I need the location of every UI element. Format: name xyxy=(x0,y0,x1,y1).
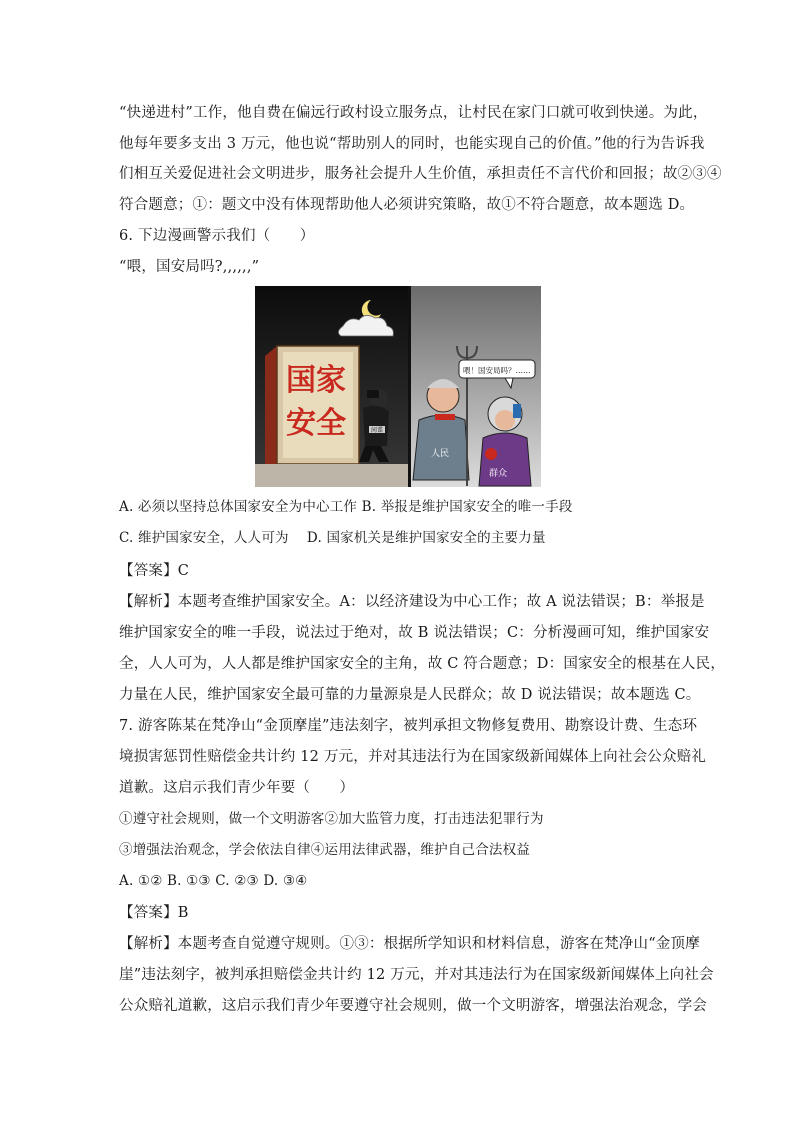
text-line: “快递进村”工作，他自费在偏远行政村设立服务点，让村民在家门口就可收到快递。为此， xyxy=(119,105,708,121)
question-6-answer: 【答案】C xyxy=(119,563,190,579)
question-6-analysis: 全，人人可为，人人都是维护国家安全的主角，故 C 符合题意；D：国家安全的根基在人民， xyxy=(119,656,726,672)
question-6-options-2: C. 维护国家安全，人人可为 D. 国家机关是维护国家安全的主要力量 xyxy=(119,530,546,546)
question-7-analysis: 公众赔礼道歉，这启示我们青少年要遵守社会规则，做一个文明游客，增强法治观念，学会 xyxy=(119,998,707,1014)
question-6-stem: 6. 下边漫画警示我们（ ） xyxy=(119,228,315,244)
question-6-analysis: 【解析】本题考查维护国家安全。A：以经济建设为中心工作；故 A 说法错误；B：举报是 xyxy=(119,594,705,610)
question-6-analysis: 力量在人民，维护国家安全最可靠的力量源泉是人民群众；故 D 说法错误；故本题选 C。 xyxy=(119,687,701,703)
question-7-analysis: 【解析】本题考查自觉遵守规则。①③：根据所学知识和材料信息，游客在梵净山“金顶摩 xyxy=(119,936,700,952)
question-7-answer: 【答案】B xyxy=(119,905,189,921)
question-7-stem: 道歉。这启示我们青少年要（ ） xyxy=(119,780,355,796)
question-7-stem: 境损害惩罚性赔偿金共计约 12 万元，并对其违法行为在国家级新闻媒体上向社会公众赔礼 xyxy=(119,749,707,765)
speech-bubble-text: 喂！国安局吗？…… xyxy=(463,366,531,375)
question-7-options: A. ①② B. ①③ C. ②③ D. ③④ xyxy=(119,873,308,889)
label-people: 人民 xyxy=(431,449,450,459)
question-6-quote: “喂，国安局吗?,,,,,,” xyxy=(119,259,260,275)
question-6-analysis: 维护国家安全的唯一手段，说法过于绝对，故 B 说法错误；C：分析漫画可知，维护国家安 xyxy=(119,625,710,641)
national-security-comic xyxy=(255,286,541,487)
question-7-item: ③增强法治观念，学会依法自律④运用法律武器，维护自己合法权益 xyxy=(119,842,530,858)
label-masses: 群众 xyxy=(489,469,508,479)
question-7-item: ①遵守社会规则，做一个文明游客②加大监管力度，打击违法犯罪行为 xyxy=(119,811,544,827)
text-line: 们相互关爱促进社会文明进步，服务社会提升人生价值，承担责任不言代价和回报；故②③④ xyxy=(119,166,722,182)
text-line: 他每年要多支出 3 万元，他也说“帮助别人的同时，也能实现自己的价值。”他的行为告诉我 xyxy=(119,136,705,152)
question-7-stem: 7. 游客陈某在梵净山“金顶摩崖”违法刻字，被判承担文物修复费用、勘察设计费、生态环 xyxy=(119,718,698,734)
wall-text-1: 国家 xyxy=(286,363,346,398)
question-7-analysis: 崖”违法刻字，被判承担赔偿金共计约 12 万元，并对其违法行为在国家级新闻媒体上向社会 xyxy=(119,967,714,983)
question-6-options-1: A. 必须以坚持总体国家安全为中心工作 B. 举报是维护国家安全的唯一手段 xyxy=(119,499,573,515)
spy-label: 间谍 xyxy=(371,427,384,434)
text-line: 符合题意；①：题文中没有体现帮助他人必须讲究策略，故①不符合题意，故本题选 D。 xyxy=(119,197,695,213)
wall-text-2: 安全 xyxy=(286,406,346,441)
